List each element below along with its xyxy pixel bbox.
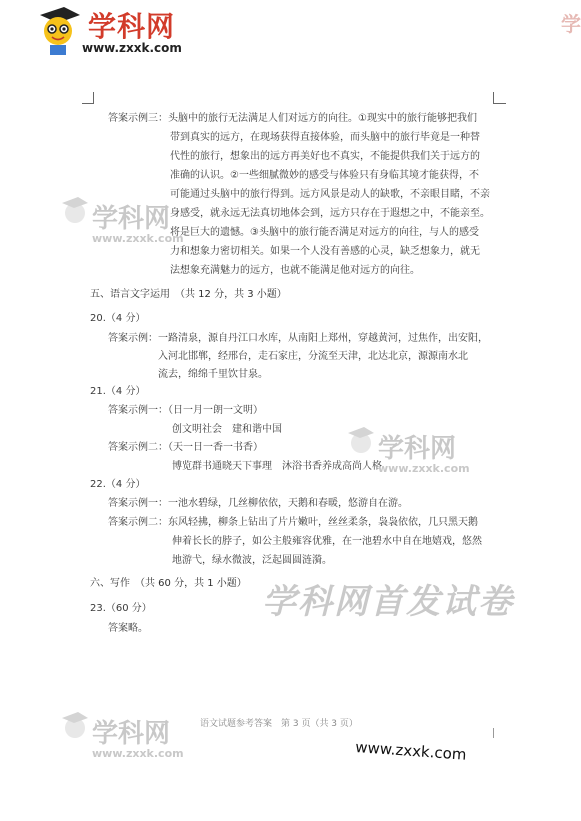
q20-line-3: 流去，绵绵千里饮甘泉。 [158, 369, 268, 380]
answer3-line-1: 答案示例三：头脑中的旅行无法满足人们对远方的向往。①现实中的旅行能够把我们 [108, 113, 477, 124]
answer3-line-2: 带到真实的远方，在现场获得直接体验，而头脑中的旅行毕竟是一种替 [170, 132, 480, 143]
watermark-logo-title-3: 学科网 [92, 719, 171, 749]
answer3-line-6: 身感受，就永远无法真切地体会到，远方只存在于遐想之中，不能亲至。 [170, 208, 490, 219]
watermark-logo-title-1: 学科网 [92, 204, 171, 234]
q21-line-4: 博览群书通晓天下事理 沐浴书香养成高尚人格 [172, 461, 382, 472]
watermark-logo-title-2: 学科网 [378, 434, 457, 464]
answer3-line-7: 将是巨大的遗憾。③头脑中的旅行能否满足对远方的向往，与人的感受 [170, 227, 479, 238]
q22-line-2: 答案示例二：东风轻拂，柳条上钻出了片片嫩叶，丝丝柔条，袅袅依依，几只黑天鹅 [108, 517, 478, 528]
watermark-banner: 学科网首发试卷 [262, 582, 514, 622]
crop-mark-top-left-h [82, 103, 94, 104]
footer-mark [493, 728, 494, 738]
q21-line-1: 答案示例一：（日一月一朗一文明） [108, 405, 263, 416]
answer3-line-4: 准确的认识。②一些细腻微妙的感受与体验只有身临其境才能获得，不 [170, 170, 479, 181]
q20-number: 20.（4 分） [90, 313, 146, 324]
answer3-line-5: 可能通过头脑中的旅行得到。远方风景是动人的缺歌，不亲眼目睹，不亲 [170, 189, 490, 200]
watermark-logo-url-1: www.zxxk.com [92, 232, 184, 245]
q23-answer: 答案略。 [108, 623, 148, 634]
q20-line-2: 入河北邯郸，经邢台，走石家庄，分流至天津，北达北京，源源南水北 [158, 351, 468, 362]
watermark-logo-url-2: www.zxxk.com [378, 462, 470, 475]
q22-line-3: 伸着长长的脖子，如公主般雍容优雅，在一池碧水中自在地嬉戏，悠然 [172, 536, 482, 547]
footer-url: www.zxxk.com [354, 738, 468, 764]
watermark-mascot-icon-1 [60, 196, 90, 230]
corner-mark: 学 [561, 12, 581, 36]
logo-url: www.zxxk.com [82, 41, 182, 55]
q21-number: 21.（4 分） [90, 386, 146, 397]
crop-mark-top-right-h [494, 103, 506, 104]
watermark-logo-url-3: www.zxxk.com [92, 747, 184, 760]
watermark-mascot-icon-2 [346, 426, 376, 460]
logo-title: 学科网 [88, 10, 176, 43]
q23-number: 23.（60 分） [90, 603, 152, 614]
watermark-mascot-icon-3 [60, 711, 90, 745]
q21-line-3: 答案示例二：（天一日一香一书香） [108, 442, 263, 453]
q22-line-4: 地游弋，绿水微波，泛起圆圆涟漪。 [172, 555, 332, 566]
mascot-icon [36, 5, 82, 57]
q20-line-1: 答案示例：一路清泉，源自丹江口水库，从南阳上郑州，穿越黄河，过焦作，出安阳， [108, 333, 488, 344]
answer3-line-3: 代性的旅行，想象出的远方再美好也不真实，不能提供我们关于远方的 [170, 151, 480, 162]
header-logo [30, 3, 205, 59]
q22-line-1: 答案示例一：一池水碧绿，几丝柳依依，天鹅和春暖，悠游自在游。 [108, 498, 408, 509]
page-footer: 语文试题参考答案 第 3 页（共 3 页） [200, 719, 358, 729]
answer3-line-9: 法想象充满魅力的远方，也就不能满足他对远方的向往。 [170, 265, 420, 276]
q21-line-2: 创文明社会 建和谐中国 [172, 424, 282, 435]
section-six-title: 六、写作 （共 60 分，共 1 小题） [90, 578, 247, 589]
section-five-title: 五、语言文字运用 （共 12 分，共 3 小题） [90, 289, 287, 300]
answer3-line-8: 力和想象力密切相关。如果一个人没有善感的心灵，缺乏想象力，就无 [170, 246, 480, 257]
q22-number: 22.（4 分） [90, 479, 146, 490]
